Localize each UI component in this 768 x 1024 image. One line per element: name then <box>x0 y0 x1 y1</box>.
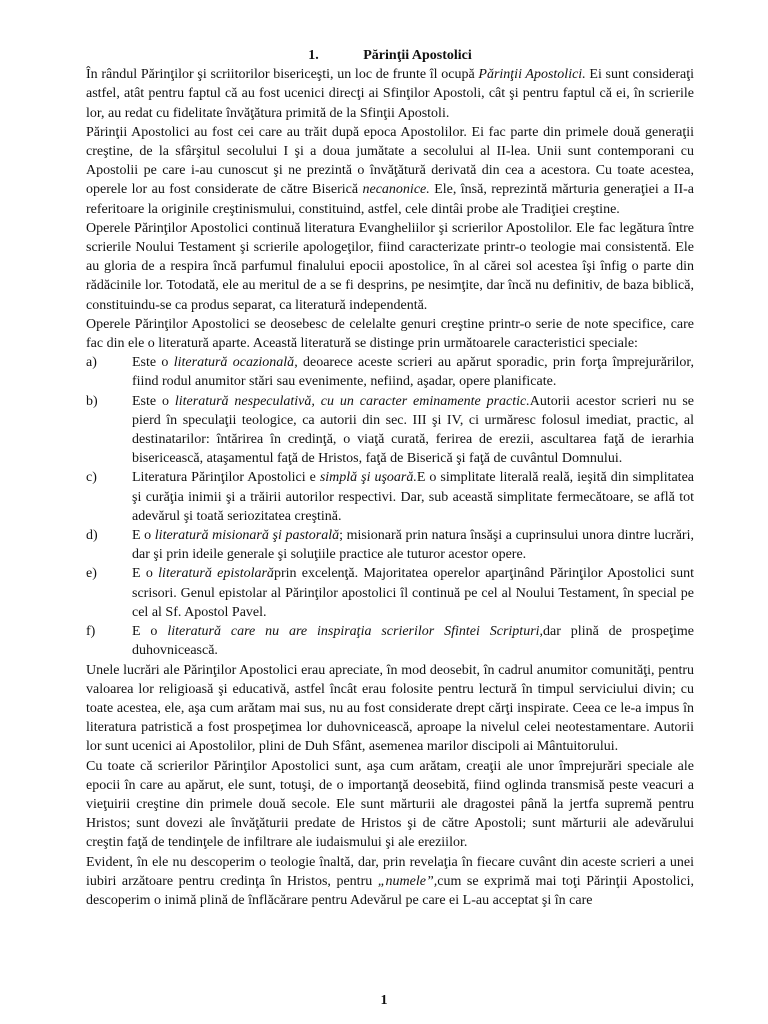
page-number: 1 <box>380 993 388 1008</box>
list-item: d) E o literatură misionară şi pastorală; misionară prin natura însăşi a cuprinsului unora dintre lucrări, dar şi prin ideile generale şi soluţiile practice ale tuturor acestor opere. <box>86 526 694 564</box>
heading-number: 1. <box>308 48 319 63</box>
paragraph-3: Operele Părinţilor Apostolici continuă literatura Evangheliilor şi scrierilor Apostolilor. Ele fac legătura între scrierile Noului Testament şi scrierile apologeţilor, fiind caracterizate printr-o teologie mai consistentă. Ele au gloria de a respira încă parfumul finalului epocii apostolice, în al cărei sol acestea îşi înfig o parte din rădăcinile lor. Totodată, ele au meritul de a se fi desprins, pe nesimţite, dar încă nu definitiv, de baza biblică, constituindu-se ca produs separat, ca literatură independentă. <box>86 220 694 313</box>
list-item-label: c) <box>86 470 97 486</box>
paragraph-6: Cu toate că scrierilor Părinţilor Apostolici sunt, aşa cum arătam, creaţii ale unor împrejurări speciale ale epocii în care au apărut, ele sunt, totuşi, de o importanţă deosebită, fiind oglinda transmisă peste veacuri a vieţuirii creştine din primele două secole. Ele sunt mărturii ale dragostei până la jertfa supremă pentru Hristos; sunt dovezi ale învăţăturii predate de Hristos şi de către Apostoli; sunt mărturii ale adevărului creştin faţă de tendinţele de infiltrare ale iudaismului şi ale ereziilor. <box>86 758 694 851</box>
list-item: b) Este o literatură nespeculativă, cu un caracter eminamente practic.Autorii acestor scrieri nu se pierd în speculaţii teologice, ca autorii din sec. III şi IV, ci urmăresc folosul imediat, practic, al destinatarilor: întărirea în credinţă, o viaţă curată, ferirea de erezii, ascultarea faţă de ierarhia bisericească, ataşamentul faţă de Hristos, faţă de Biserică şi faţă de cuvântul Domnului. <box>86 392 694 469</box>
list-item-label: e) <box>86 566 97 582</box>
paragraph-1: În rândul Părinţilor şi scriitorilor bisericeşti, un loc de frunte îl ocupă Părinţii Apostolici. Ei sunt consideraţi astfel, atât pentru faptul că au fost ucenici direcţi ai Sfinţilor Apostoli, cât şi pentru faptul că ei, în scrierile lor, au redat cu fidelitate învăţătura primită de la Sfinţii Apostoli. <box>86 67 694 121</box>
list-item: a) Este o literatură ocazională, deoarece aceste scrieri au apărut sporadic, prin forţa împrejurărilor, fiind rodul anumitor stări sau evenimente, nefiind, aşadar, opere planificate. <box>86 353 694 391</box>
list-item-label: a) <box>86 355 97 371</box>
paragraph-4: Operele Părinţilor Apostolici se deosebesc de celelalte genuri creştine printr-o serie de note specifice, care fac din ele o literatură aparte. Această literatură se distinge prin următoarele caracteristici speciale: <box>86 316 694 352</box>
list-item-label: f) <box>86 624 96 640</box>
paragraph-2: Părinţii Apostolici au fost cei care au trăit după epoca Apostolilor. Ei fac parte din primele două generaţii creştine, de la sfârşitul secolului I şi a doua jumătate a secolului al II-lea. Unii sunt contemporani cu Apostolii pe care i-au cunoscut şi ne prezintă o învăţătură derivată din cea a acestora. Cu toate acestea, operele lor au fost considerate de către Biserică necanonice. Ele, însă, reprezintă mărturia generaţiei a II-a referitoare la originile creştinismului, constituind, astfel, cele dintâi probe ale Tradiţiei creştine. <box>86 124 695 217</box>
section-heading <box>86 46 694 65</box>
list-item: e) E o literatură epistolarăprin excelenţă. Majoritatea operelor aparţinând Părinţilor Apostolici sunt scrisori. Genul epistolar al Părinţilor apostolici îl continuă pe cel al Noului Testament, în special pe cel al Sf. Apostol Pavel. <box>86 564 694 622</box>
list-item: f) E o literatură care nu are inspiraţia scrierilor Sfintei Scripturi,dar plină de prospeţime duhovnicească. <box>86 622 694 660</box>
list-item: c) Literatura Părinţilor Apostolici e simplă şi uşoară.E o simplitate literală reală, ieşită din simplitatea şi curăţia inimii şi a trăirii autorilor respectivi. Dar, sub această simplitate fermecătoare, se află tot adevărul şi toată seriozitatea creştină. <box>86 468 694 526</box>
paragraph-5: Unele lucrări ale Părinţilor Apostolici erau apreciate, în mod deosebit, în cadrul anumitor comunităţi, pentru valoarea lor religioasă şi educativă, astfel încât erau folosite pentru lectură în timpul serviciului divin; cu toate acestea, ele, aşa cum arătam mai sus, nu au fost considerate drept cărţi inspirate. Ceea ce le-a impus în literatura patristică a fost prospeţimea lor duhovnicească, aproape la nivelul celei neotestamentare. Autorii lor sunt ucenici ai Apostolilor, plini de Duh Sfânt, asemenea marilor discipoli ai Mântuitorului. <box>86 662 694 755</box>
document-page <box>86 46 694 910</box>
list-item-label: b) <box>86 393 98 409</box>
heading-title: Părinţii Apostolici <box>363 48 472 63</box>
list-item-label: d) <box>86 528 98 544</box>
paragraph-7: Evident, în ele nu descoperim o teologie înaltă, dar, prin revelaţia în fiecare cuvânt din aceste scrieri a unei iubiri arzătoare pentru credinţa în Hristos, pentru „numele”,cum se exprimă mai toţi Părinţii Apostolici, descoperim o inimă plină de înflăcărare pentru Adevărul pe care ei L-au acceptat şi în care <box>86 854 695 908</box>
